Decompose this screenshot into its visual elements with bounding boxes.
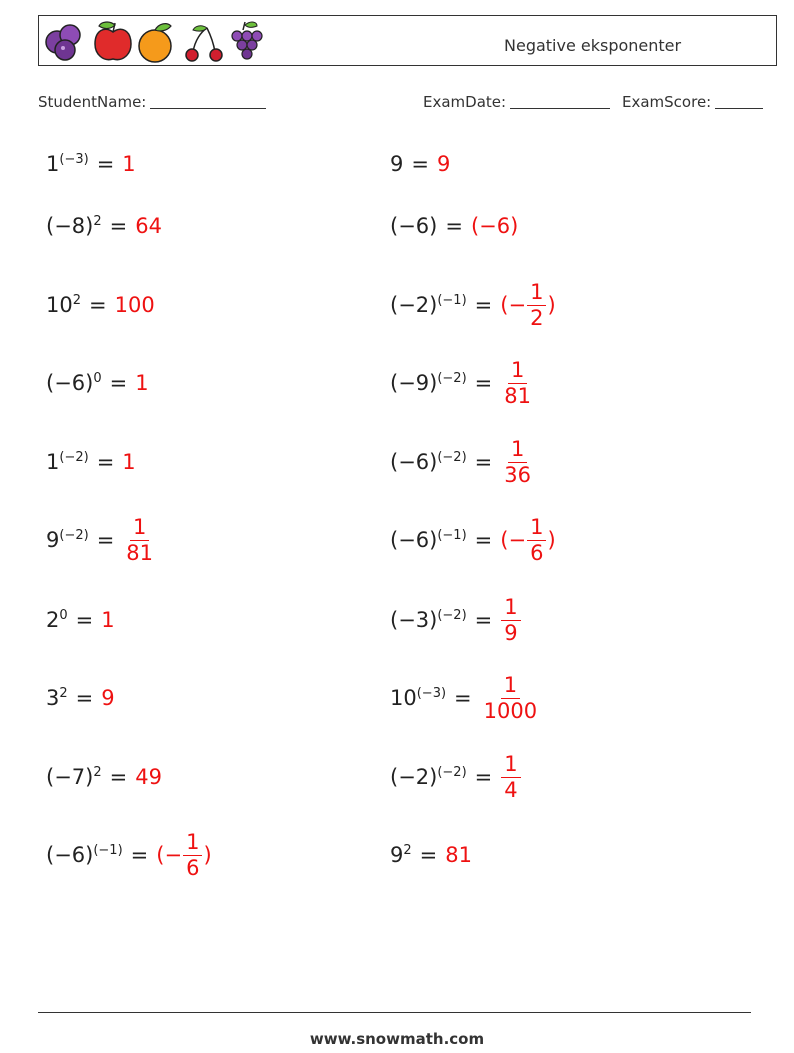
problem-answer	[156, 829, 212, 880]
equals-sign: =	[454, 685, 472, 710]
answer-suffix: )	[547, 292, 556, 317]
exam-score-field	[622, 93, 763, 111]
equals-sign: =	[474, 607, 493, 632]
equals-sign: =	[75, 607, 94, 632]
footer-divider	[38, 1012, 751, 1013]
exam-score-label: ExamScore:	[622, 93, 712, 111]
equals-sign: =	[474, 527, 493, 552]
equals-sign: =	[75, 685, 94, 710]
problem-answer	[122, 514, 157, 565]
problem-base: 10	[390, 685, 417, 710]
problem-base: (−6)	[46, 370, 94, 395]
fraction-numerator: 1	[527, 282, 546, 306]
equals-sign: =	[96, 527, 115, 552]
worksheet-title: Negative eksponenter	[504, 36, 682, 55]
exam-date-field	[423, 93, 610, 111]
problem-item: 9 $^2$ = 81	[390, 842, 472, 867]
fraction-denominator: 1000	[483, 698, 538, 723]
answer-prefix: (−	[156, 842, 183, 867]
equals-sign: =	[474, 370, 493, 395]
problem-item: (−2) $^{(-2)}$ = $\frac{1}{4}$	[390, 747, 522, 807]
fraction-denominator: 36	[504, 462, 531, 487]
answer-fraction	[501, 751, 520, 802]
problem-item: (−9) $^{(-2)}$ = $\frac{1}{81}$	[390, 353, 535, 413]
problem-answer	[500, 279, 556, 330]
problem-base: (−6)	[390, 213, 438, 238]
equals-sign: =	[96, 151, 115, 176]
fraction-numerator: 1	[501, 754, 520, 778]
problem-base: 2	[46, 607, 60, 632]
equals-sign: =	[474, 764, 493, 789]
problem-answer: 64	[135, 213, 162, 238]
equals-sign: =	[109, 370, 128, 395]
fraction-numerator: 1	[527, 517, 546, 541]
answer-fraction	[501, 594, 520, 645]
problem-item: (−6) $^{(-1)}$ = (− $\frac{1}{6}$ )	[390, 514, 556, 565]
problem-answer: 1	[135, 370, 149, 395]
problem-item: (−6) $^{(-2)}$ = $\frac{1}{36}$	[390, 432, 535, 492]
problem-base: 9	[46, 527, 60, 552]
problem-answer: 100	[114, 292, 155, 317]
fraction-denominator: 6	[530, 540, 544, 565]
problem-base: (−3)	[390, 607, 438, 632]
problem-answer	[480, 672, 541, 723]
answer-prefix: (−	[500, 527, 527, 552]
problem-base: (−6)	[390, 449, 438, 474]
problem-item: 1 $^{(-2)}$ = 1	[46, 449, 136, 474]
answer-suffix: )	[547, 527, 556, 552]
problem-item: 1 $^{(-3)}$ = 1	[46, 151, 136, 176]
problem-item: (−8) $^2$ = 64	[46, 213, 162, 238]
problem-base: (−8)	[46, 213, 94, 238]
answer-fraction	[527, 279, 546, 330]
problem-item: (−6) $^{(-1)}$ = (− $\frac{1}{6}$ )	[46, 829, 212, 880]
equals-sign: =	[474, 449, 493, 474]
problem-item	[390, 134, 450, 194]
answer-prefix: (−	[500, 292, 527, 317]
fraction-denominator: 9	[504, 620, 518, 645]
problem-base: 3	[46, 685, 60, 710]
problem-base: (−6)	[390, 527, 438, 552]
problem-answer: 1	[101, 607, 115, 632]
answer-fraction	[183, 829, 202, 880]
problem-answer	[500, 514, 556, 565]
problem-answer: (−6)	[470, 213, 519, 238]
problem-base: (−7)	[46, 764, 94, 789]
equals-sign: =	[89, 292, 107, 317]
orange-icon	[139, 24, 171, 62]
exam-score-blank[interactable]	[715, 108, 763, 109]
problem-item: 2 $^0$ = 1	[46, 607, 115, 632]
fraction-numerator: 1	[508, 439, 527, 463]
answer-fraction	[501, 436, 534, 487]
problem-base: 9	[390, 842, 404, 867]
answer-fraction	[501, 357, 534, 408]
fraction-denominator: 81	[504, 383, 531, 408]
problem-base: 9	[390, 151, 404, 176]
equals-sign: =	[445, 213, 463, 238]
footer-url: www.snowmath.com	[309, 1030, 485, 1048]
problem-base: 1	[46, 151, 60, 176]
problem-item: 3 $^2$ = 9	[46, 685, 115, 710]
fraction-denominator: 2	[530, 305, 544, 330]
fraction-numerator: 1	[501, 597, 520, 621]
answer-suffix: )	[203, 842, 212, 867]
problem-answer: 1	[122, 151, 136, 176]
equals-sign: =	[419, 842, 438, 867]
answer-fraction	[527, 514, 546, 565]
equals-sign: =	[109, 213, 128, 238]
problem-item: (−3) $^{(-2)}$ = $\frac{1}{9}$	[390, 590, 522, 650]
problem-item: 9 $^{(-2)}$ = $\frac{1}{81}$	[46, 510, 157, 570]
fruit-icons	[43, 18, 263, 64]
problem-answer	[500, 436, 535, 487]
problem-item: (−2) $^{(-1)}$ = (− $\frac{1}{2}$ )	[390, 279, 556, 330]
apple-icon	[95, 22, 131, 60]
problem-base: 1	[46, 449, 60, 474]
problem-item	[390, 196, 518, 256]
problem-base: (−6)	[46, 842, 94, 867]
equals-sign: =	[130, 842, 149, 867]
problem-base: 10	[46, 292, 73, 317]
equals-sign: =	[96, 449, 115, 474]
answer-fraction	[123, 514, 156, 565]
problem-answer: 1	[122, 449, 136, 474]
fraction-numerator: 1	[130, 517, 149, 541]
problem-item: 10 $^{(-3)}$ = $\frac{1}{1000}$	[390, 668, 541, 728]
problem-answer	[500, 357, 535, 408]
problem-answer: 49	[135, 764, 162, 789]
problem-answer: 9	[436, 151, 451, 176]
grapes-icon	[232, 22, 262, 59]
student-name-label: StudentName:	[38, 93, 147, 111]
fraction-denominator: 81	[126, 540, 154, 565]
equals-sign: =	[109, 764, 128, 789]
fraction-numerator: 1	[183, 832, 202, 856]
equals-sign: =	[474, 292, 493, 317]
problem-base: (−9)	[390, 370, 438, 395]
student-name-blank[interactable]	[150, 108, 266, 109]
problem-answer	[500, 594, 521, 645]
exam-date-label: ExamDate:	[423, 93, 507, 111]
problem-item: 10 $^2$ = 100	[46, 292, 155, 317]
fraction-denominator: 6	[186, 855, 200, 880]
problem-base: (−2)	[390, 292, 438, 317]
fraction-denominator: 4	[504, 777, 518, 802]
header-box	[38, 15, 777, 66]
problem-answer	[500, 751, 521, 802]
problem-item: (−6) $^0$ = 1	[46, 370, 149, 395]
student-name-field	[38, 93, 266, 111]
equals-sign: =	[411, 151, 429, 176]
problem-answer: 9	[101, 685, 115, 710]
problem-base: (−2)	[390, 764, 438, 789]
fraction-numerator: 1	[501, 675, 520, 699]
problem-answer: 81	[445, 842, 472, 867]
answer-fraction	[481, 672, 540, 723]
cherry-icon	[186, 26, 222, 61]
plum-icon	[46, 25, 80, 60]
exam-date-blank[interactable]	[510, 108, 610, 109]
fraction-numerator: 1	[508, 360, 527, 384]
problem-item: (−7) $^2$ = 49	[46, 764, 162, 789]
